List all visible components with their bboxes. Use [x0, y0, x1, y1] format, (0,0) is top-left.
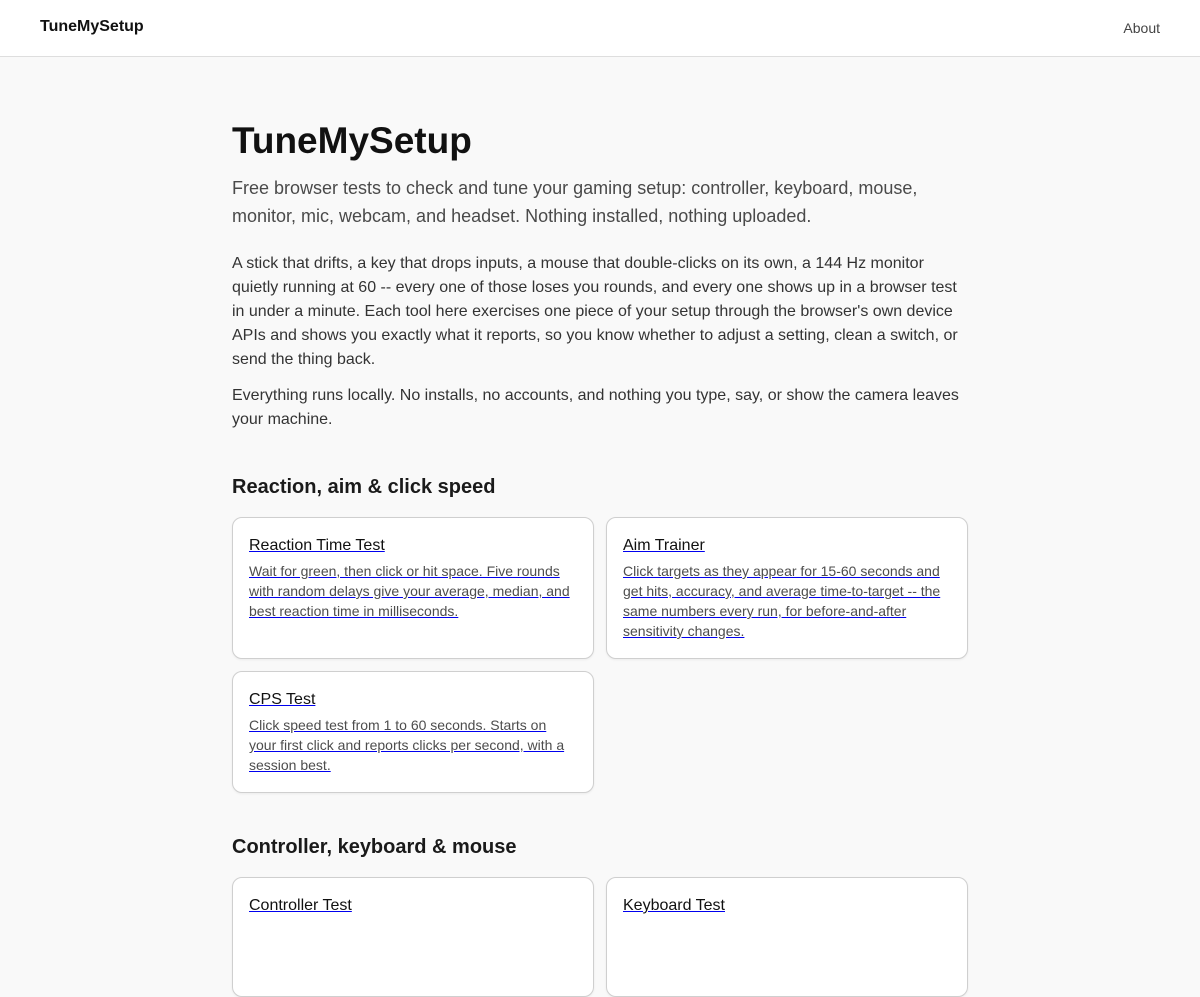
card-description: Click speed test from 1 to 60 seconds. Starts on your first click and reports clicks per second, with a session best. [249, 717, 565, 773]
brand-logo-link[interactable]: TuneMySetup [40, 18, 144, 35]
card-title: Aim Trainer [623, 537, 705, 554]
page-title: TuneMySetup [232, 120, 472, 161]
about-link[interactable]: About [1123, 20, 1160, 36]
card-controller-test[interactable] [232, 877, 594, 997]
hero-lede: Free browser tests to check and tune your gaming setup: controller, keyboard, mouse, monitor, mic, webcam, and headset. Nothing installed, nothing uploaded. [232, 178, 918, 226]
card-keyboard-test[interactable] [606, 877, 968, 997]
card-description: Click targets as they appear for 15-60 seconds and get hits, accuracy, and average time-to-target -- the same numbers every run, for before-and-after sensitivity changes. [623, 563, 941, 639]
section-heading-reaction: Reaction, aim & click speed [232, 476, 496, 498]
card-aim-trainer[interactable] [606, 517, 968, 659]
card-description: Wait for green, then click or hit space. Five rounds with random delays give your average, median, and best reaction time in milliseconds. [249, 563, 570, 619]
top-navigation-bar [0, 0, 1200, 57]
card-title: Reaction Time Test [249, 537, 385, 554]
card-title: CPS Test [249, 691, 316, 708]
intro-paragraph: A stick that drifts, a key that drops inputs, a mouse that double-clicks on its own, a 144 Hz monitor quietly running at 60 -- every one of those loses you rounds, and every one shows up in a browser test in under a minute. Each tool here exercises one piece of your setup through the browser's own device APIs and shows you exactly what it reports, so you know whether to adjust a setting, clean a switch, or send the thing back. [232, 255, 958, 368]
section-heading-controller: Controller, keyboard & mouse [232, 836, 517, 858]
privacy-paragraph: Everything runs locally. No installs, no accounts, and nothing you type, say, or show the camera leaves your machine. [232, 387, 959, 428]
card-title: Controller Test [249, 897, 352, 914]
card-title: Keyboard Test [623, 897, 725, 914]
card-cps-test[interactable] [232, 671, 594, 793]
card-reaction-time-test[interactable] [232, 517, 594, 659]
